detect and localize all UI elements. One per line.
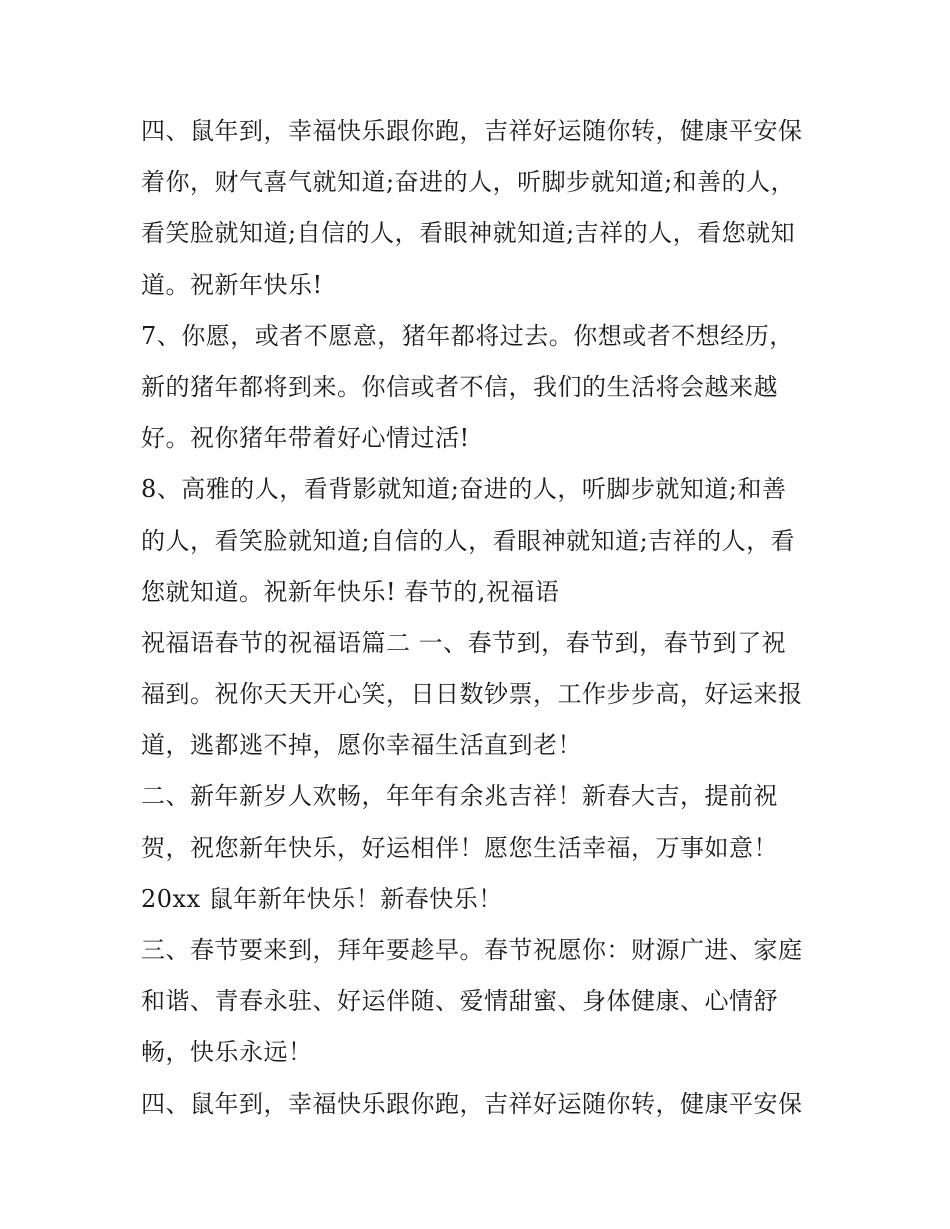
- text-line: 7、你愿，或者不愿意，猪年都将过去。你想或者不想经历，: [141, 321, 794, 350]
- text-line: 贺，祝您新年快乐，好运相伴！愿您生活幸福，万事如意！: [141, 833, 778, 862]
- text-line: 四、鼠年到，幸福快乐跟你跑，吉祥好运随你转，健康平安保: [141, 117, 803, 145]
- text-line: 二、新年新岁人欢畅，年年有余兆吉祥！新春大吉，提前祝: [141, 782, 778, 811]
- text-line: 8、高雅的人，看背影就知道;奋进的人，听脚步就知道;和善: [141, 475, 787, 504]
- text-line: 着你，财气喜气就知道;奋进的人，听脚步就知道;和善的人，: [141, 168, 796, 197]
- text-line: 20xx 鼠年新年快乐！新春快乐！: [141, 884, 503, 913]
- text-line: 新的猪年都将到来。你信或者不信，我们的生活将会越来越: [141, 372, 778, 401]
- text-line: 您就知道。祝新年快乐! 春节的,祝福语: [141, 577, 560, 606]
- text-line: 福到。祝你天天开心笑，日日数钞票，工作步步高，好运来报: [141, 680, 803, 709]
- text-line: 看笑脸就知道;自信的人，看眼神就知道;吉祥的人，看您就知: [141, 219, 796, 248]
- text-line: 畅，快乐永远！: [141, 1038, 313, 1067]
- text-line: 四、鼠年到，幸福快乐跟你跑，吉祥好运随你转，健康平安保: [141, 1089, 803, 1118]
- text-line: 的人，看笑脸就知道;自信的人，看眼神就知道;吉祥的人，看: [141, 526, 796, 555]
- text-line: 好。祝你猪年带着好心情过活!: [141, 424, 470, 453]
- text-line: 和谐、青春永驻、好运伴随、爱情甜蜜、身体健康、心情舒: [141, 987, 778, 1016]
- text-line: 祝福语春节的祝福语篇二 一、春节到，春节到，春节到了祝: [141, 628, 787, 657]
- document-body: [141, 106, 821, 1130]
- text-line: 道，逃都逃不掉，愿你幸福生活直到老！: [141, 731, 582, 760]
- text-line: 道。祝新年快乐!: [141, 270, 323, 299]
- text-line: 三、春节要来到，拜年要趁早。春节祝愿你：财源广进、家庭: [141, 936, 803, 964]
